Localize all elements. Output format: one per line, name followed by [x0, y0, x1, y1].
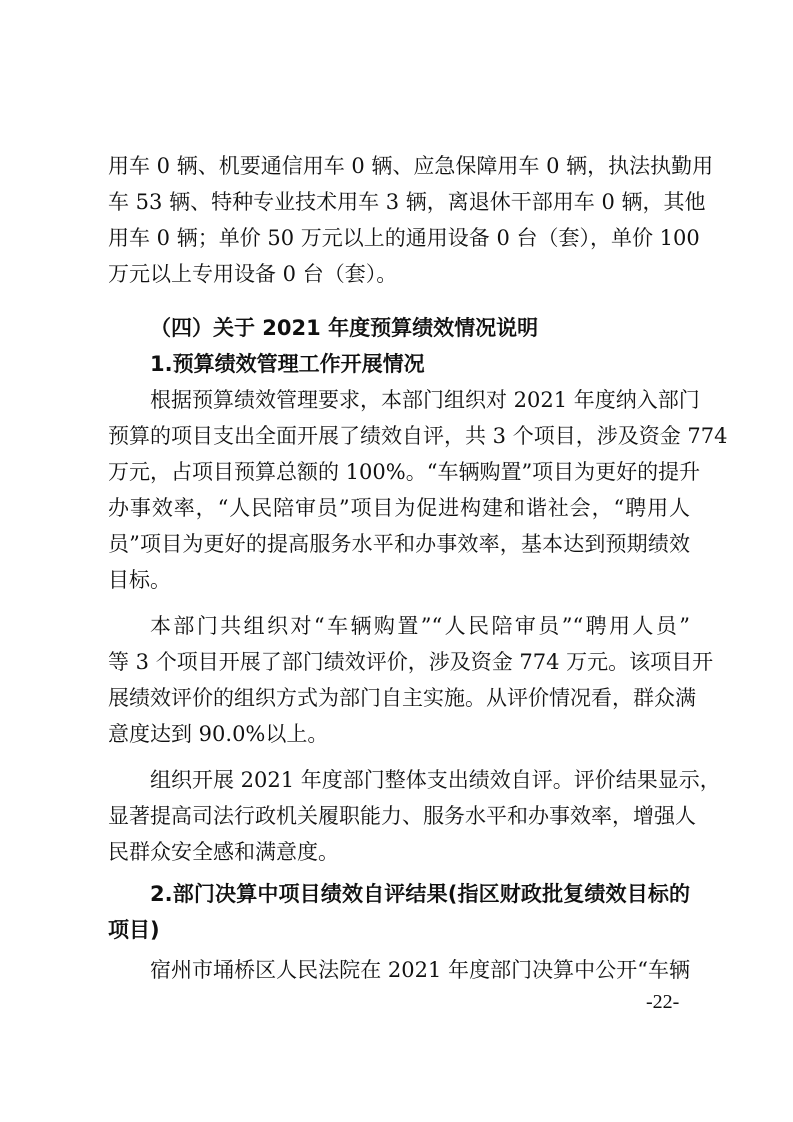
text-line: 万元，占项目预算总额的 100%。“车辆购置”项目为更好的提升 — [108, 460, 701, 484]
text-line: 用车 0 辆、机要通信用车 0 辆、应急保障用车 0 辆，执法执勤用 — [108, 154, 714, 178]
heading-text: 2.部门决算中项目绩效自评结果(指区财政批复绩效目标的 — [150, 882, 690, 906]
text-line: 本部门共组织对“车辆购置”“人民陪审员”“聘用人员” — [150, 614, 690, 638]
text-line: 组织开展 2021 年度部门整体支出绩效自评。评价结果显示， — [150, 768, 721, 792]
text-line: 显著提高司法行政机关履职能力、服务水平和办事效率，增强人 — [108, 804, 696, 828]
text-line: 展绩效评价的组织方式为部门自主实施。从评价情况看，群众满 — [108, 686, 696, 710]
text-line: 办事效率，“人民陪审员”项目为促进构建和谐社会，“聘用人 — [108, 496, 690, 520]
heading-text: 项目) — [108, 918, 160, 942]
text-line: 车 53 辆、特种专业技术用车 3 辆，离退休干部用车 0 辆，其他 — [108, 190, 706, 214]
text-line: 员”项目为更好的提高服务水平和办事效率，基本达到预期绩效 — [108, 532, 690, 556]
text-line: 意度达到 90.0%以上。 — [108, 722, 329, 746]
paragraph-self-evaluation — [108, 382, 728, 598]
text-line: 用车 0 辆；单价 50 万元以上的通用设备 0 台（套），单价 100 — [108, 226, 700, 250]
paragraph-vehicles-equipment — [108, 148, 714, 292]
text-line: 目标。 — [108, 568, 171, 592]
text-line: 等 3 个项目开展了部门绩效评价，涉及资金 774 万元。该项目开 — [108, 650, 714, 674]
paragraph-court-disclosure — [108, 952, 690, 988]
text-line: 民群众安全感和满意度。 — [108, 840, 339, 864]
heading-text: （四）关于 2021 年度预算绩效情况说明 — [150, 316, 539, 340]
text-line: 预算的项目支出全面开展了绩效自评，共 3 个项目，涉及资金 774 — [108, 424, 728, 448]
text-line: 宿州市埇桥区人民法院在 2021 年度部门决算中公开“车辆 — [150, 958, 690, 982]
text-line: 万元以上专用设备 0 台（套）。 — [108, 262, 398, 286]
text-line: 根据预算绩效管理要求，本部门组织对 2021 年度纳入部门 — [150, 388, 700, 412]
heading-text: 1.预算绩效管理工作开展情况 — [150, 352, 425, 376]
paragraph-department-evaluation — [108, 608, 714, 752]
subheading-performance-management — [108, 346, 690, 382]
section-heading-performance — [108, 310, 690, 346]
paragraph-overall-evaluation — [108, 762, 721, 870]
subheading-project-results — [108, 876, 690, 948]
page-number: -22- — [646, 991, 680, 1013]
